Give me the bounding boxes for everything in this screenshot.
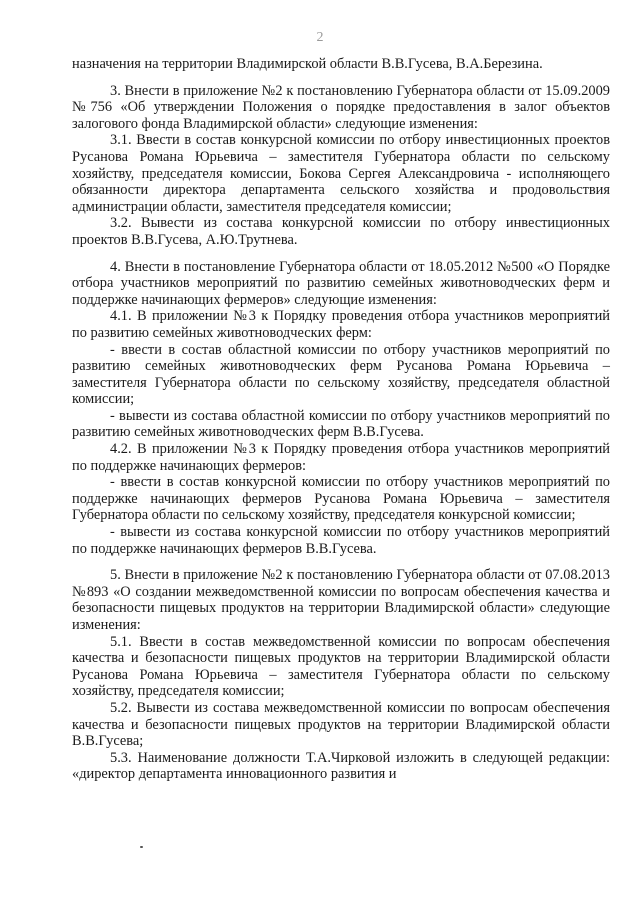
paragraph-item-5: 5. Внести в приложение №2 к постановлению Губернатора области от 07.08.2013 №893 «О создании межведомственной комиссии по вопросам обеспечения качества и безопасности пищевых продуктов на территории Владимирской области» следующие изменения: [72, 567, 610, 633]
paragraph-item-4-1-remove: - вывести из состава областной комиссии по отбору участников мероприятий по развитию семейных животноводческих ферм В.В.Гусева. [72, 407, 610, 441]
paragraph-item-4-1: 4.1. В приложении №3 к Порядку проведения отбора участников мероприятий по развитию семейных животноводческих ферм: [72, 308, 610, 341]
page-number: 2 [316, 30, 324, 45]
paragraph-item-4-2-add: - ввести в состав конкурсной комиссии по отбору участников мероприятий по поддержке начинающих фермеров Русанова Романа Юрьевича – заместителя Губернатора области по сельскому хозяйству, председателя конкурсной комиссии; [72, 474, 610, 524]
paragraph-item-3-2: 3.2. Вывести из состава конкурсной комиссии по отбору инвестиционных проектов В.В.Гусева, А.Ю.Трутнева. [72, 215, 610, 248]
paragraph-item-4-2: 4.2. В приложении №3 к Порядку проведения отбора участников мероприятий по поддержке начинающих фермеров: [72, 441, 610, 474]
paragraph-item-5-1: 5.1. Ввести в состав межведомственной комиссии по вопросам обеспечения качества и безопасности пищевых продуктов на территории Владимирской области Русанова Романа Юрьевича – заместителя Губернатора области по сельскому хозяйству, председателя комиссии; [72, 633, 610, 700]
paragraph-item-4-2-remove: - вывести из состава конкурсной комиссии по отбору участников мероприятий по поддержке начинающих фермеров В.В.Гусева. [72, 524, 610, 557]
paragraph-item-5-3: 5.3. Наименование должности Т.А.Чирковой изложить в следующей редакции: «директор департамента инновационного развития и [72, 749, 610, 783]
paragraph-item-3-1: 3.1. Ввести в состав конкурсной комиссии по отбору инвестиционных проектов Русанова Романа Юрьевича – заместителя Губернатора области по сельскому хозяйству, председателя комиссии, Бокова Сергея Александровича - исполняющего обязанности директора департамента сельского хозяйства и продовольствия администрации области, заместителя председателя комиссии; [72, 132, 610, 215]
paragraph-item-4: 4. Внести в постановление Губернатора области от 18.05.2012 №500 «О Порядке отбора участников мероприятий по развитию семейных животноводческих ферм и поддержке начинающих фермеров» следующие изменения: [72, 258, 610, 308]
paragraph-item-3: 3. Внести в приложение №2 к постановлению Губернатора области от 15.09.2009 №756 «Об утверждении Положения о порядке предоставления в залог объектов залогового фонда Владимирской области» следующие изменения: [72, 82, 610, 132]
document-body [72, 56, 610, 783]
paragraph-item-5-2: 5.2. Вывести из состава межведомственной комиссии по вопросам обеспечения качества и безопасности пищевых продуктов на территории Владимирской области В.В.Гусева; [72, 699, 610, 750]
scan-artifact [140, 846, 143, 848]
paragraph-continuation: назначения на территории Владимирской области В.В.Гусева, В.А.Березина. [72, 56, 543, 72]
paragraph-item-4-1-add: - ввести в состав областной комиссии по отбору участников мероприятий по развитию семейных животноводческих ферм Русанова Романа Юрьевича – заместителя Губернатора области по сельскому хозяйству, председателя областной комиссии; [72, 341, 610, 408]
